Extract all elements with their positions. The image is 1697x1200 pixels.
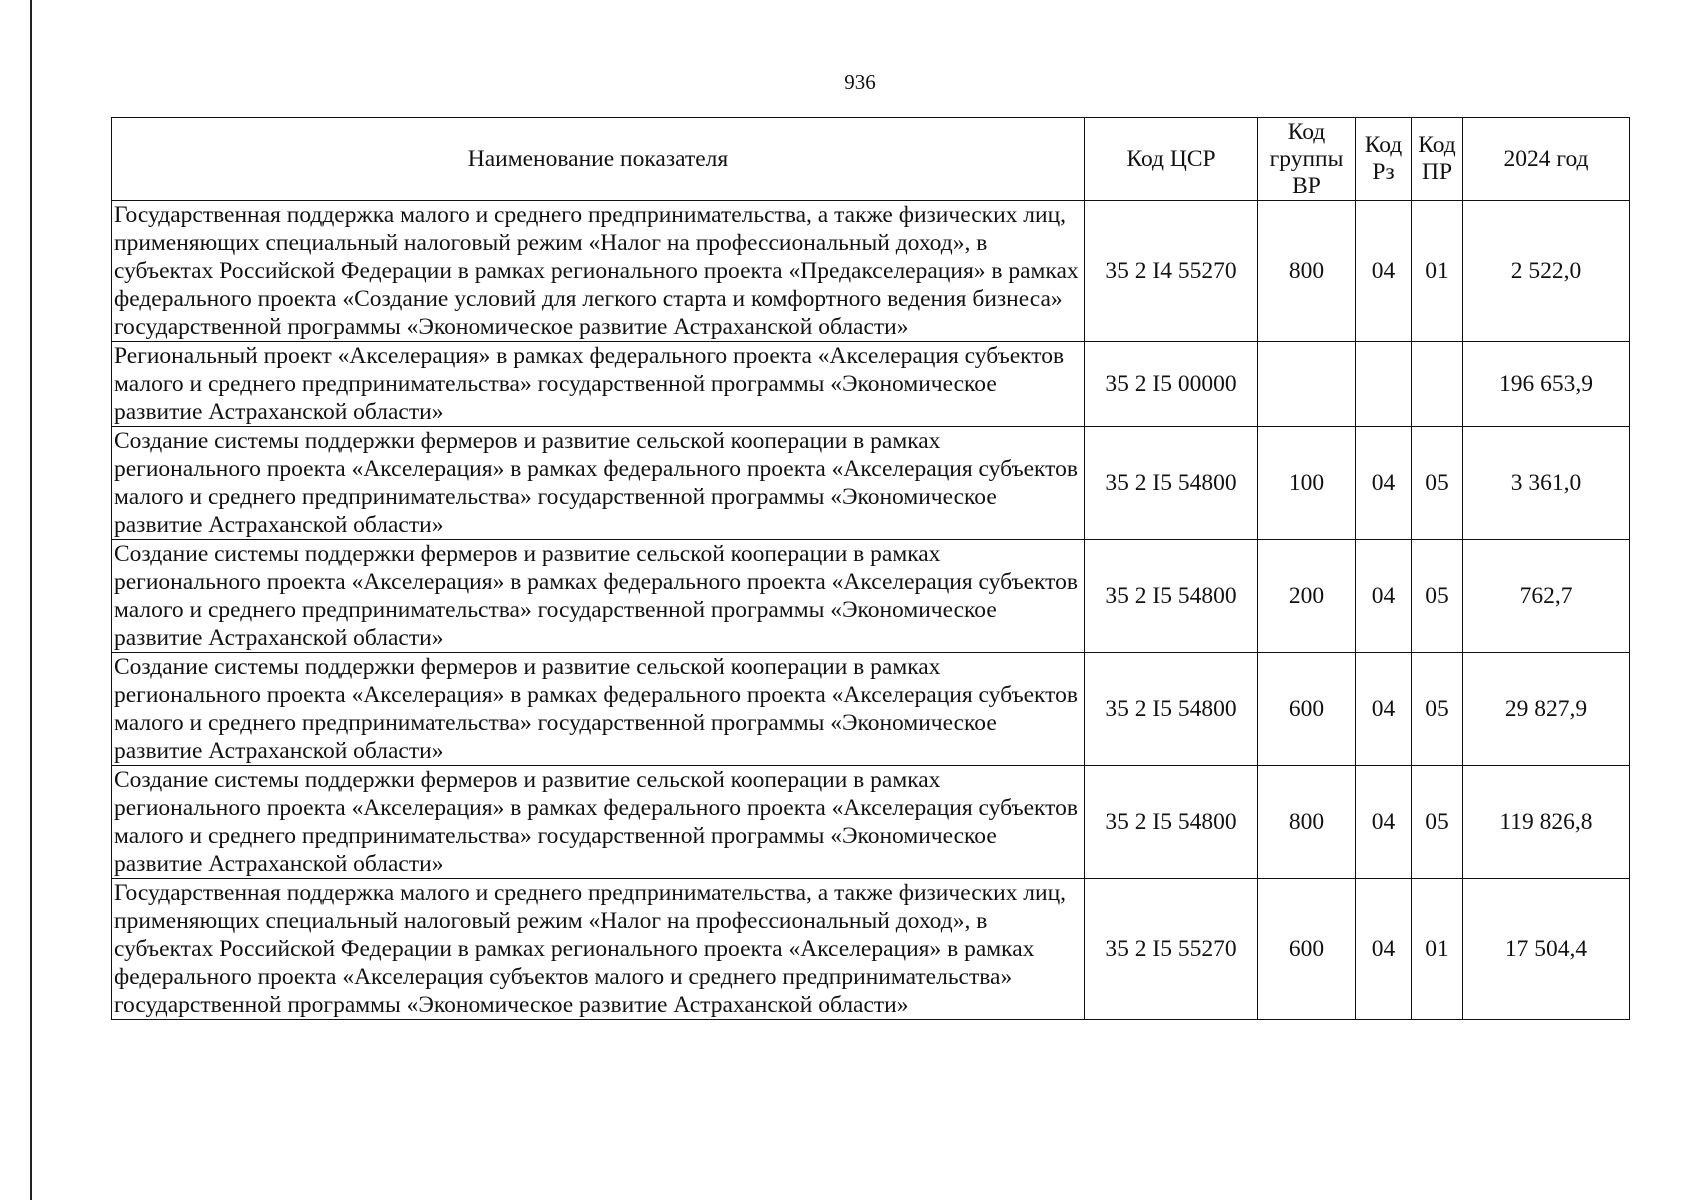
row-vr: 800 bbox=[1258, 201, 1356, 342]
header-rz-line2: Рз bbox=[1372, 159, 1395, 185]
row-amount: 762,7 bbox=[1463, 540, 1630, 653]
header-vr bbox=[1258, 118, 1356, 201]
row-csr: 35 2 I5 00000 bbox=[1085, 342, 1258, 427]
row-rz bbox=[1356, 342, 1412, 427]
table-row bbox=[112, 653, 1630, 766]
row-pr bbox=[1412, 342, 1463, 427]
row-name: Государственная поддержка малого и среднего предпринимательства, а также физических лиц, применяющих специальный налоговый режим «Налог на профессиональный доход», в субъектах Российской Федерации в рамках регионального проекта «Предакселерация» в рамках федерального проекта «Создание условий для легкого старта и комфортного ведения бизнеса» государственной программы «Экономическое развитие Астраханской области» bbox=[112, 201, 1085, 342]
binding-margin-line bbox=[30, 0, 32, 1200]
row-pr: 05 bbox=[1412, 653, 1463, 766]
row-name: Создание системы поддержки фермеров и развитие сельской кооперации в рамках регионального проекта «Акселерация» в рамках федерального проекта «Акселерация субъектов малого и среднего предпринимательства» государственной программы «Экономическое развитие Астраханской области» bbox=[112, 653, 1085, 766]
table-row bbox=[112, 427, 1630, 540]
row-rz: 04 bbox=[1356, 766, 1412, 879]
row-name: Создание системы поддержки фермеров и развитие сельской кооперации в рамках регионального проекта «Акселерация» в рамках федерального проекта «Акселерация субъектов малого и среднего предпринимательства» государственной программы «Экономическое развитие Астраханской области» bbox=[112, 427, 1085, 540]
row-vr: 800 bbox=[1258, 766, 1356, 879]
header-vr-line3: ВР bbox=[1292, 172, 1321, 199]
row-vr: 600 bbox=[1258, 653, 1356, 766]
header-year: 2024 год bbox=[1463, 118, 1630, 201]
header-pr-line1: Код bbox=[1418, 132, 1456, 158]
row-csr: 35 2 I5 54800 bbox=[1085, 427, 1258, 540]
row-csr: 35 2 I5 55270 bbox=[1085, 879, 1258, 1020]
row-rz: 04 bbox=[1356, 879, 1412, 1020]
row-pr: 01 bbox=[1412, 879, 1463, 1020]
budget-table bbox=[111, 117, 1630, 1020]
row-csr: 35 2 I5 54800 bbox=[1085, 766, 1258, 879]
row-rz: 04 bbox=[1356, 540, 1412, 653]
row-pr: 01 bbox=[1412, 201, 1463, 342]
header-rz-line1: Код bbox=[1364, 132, 1403, 158]
row-amount: 29 827,9 bbox=[1463, 653, 1630, 766]
header-pr bbox=[1412, 118, 1463, 201]
table-row bbox=[112, 342, 1630, 427]
row-name: Создание системы поддержки фермеров и развитие сельской кооперации в рамках регионального проекта «Акселерация» в рамках федерального проекта «Акселерация субъектов малого и среднего предпринимательства» государственной программы «Экономическое развитие Астраханской области» bbox=[112, 766, 1085, 879]
row-vr: 200 bbox=[1258, 540, 1356, 653]
row-csr: 35 2 I5 54800 bbox=[1085, 653, 1258, 766]
header-csr: Код ЦСР bbox=[1085, 118, 1258, 201]
row-amount: 17 504,4 bbox=[1463, 879, 1630, 1020]
row-amount: 196 653,9 bbox=[1463, 342, 1630, 427]
row-pr: 05 bbox=[1412, 427, 1463, 540]
row-vr: 100 bbox=[1258, 427, 1356, 540]
row-vr bbox=[1258, 342, 1356, 427]
table-row bbox=[112, 879, 1630, 1020]
table-header-row bbox=[112, 118, 1630, 201]
row-rz: 04 bbox=[1356, 427, 1412, 540]
header-pr-line2: ПР bbox=[1421, 159, 1453, 185]
row-csr: 35 2 I5 54800 bbox=[1085, 540, 1258, 653]
row-rz: 04 bbox=[1356, 201, 1412, 342]
header-vr-line2: группы bbox=[1269, 145, 1344, 172]
table-row bbox=[112, 540, 1630, 653]
row-name: Создание системы поддержки фермеров и развитие сельской кооперации в рамках регионального проекта «Акселерация» в рамках федерального проекта «Акселерация субъектов малого и среднего предпринимательства» государственной программы «Экономическое развитие Астраханской области» bbox=[112, 540, 1085, 653]
header-name: Наименование показателя bbox=[112, 118, 1085, 201]
row-amount: 2 522,0 bbox=[1463, 201, 1630, 342]
table-row bbox=[112, 766, 1630, 879]
header-vr-line1: Код bbox=[1287, 118, 1326, 145]
table-row bbox=[112, 201, 1630, 342]
row-amount: 119 826,8 bbox=[1463, 766, 1630, 879]
page-number: 936 bbox=[844, 70, 876, 94]
row-name: Региональный проект «Акселерация» в рамках федерального проекта «Акселерация субъектов малого и среднего предпринимательства» государственной программы «Экономическое развитие Астраханской области» bbox=[112, 342, 1085, 427]
row-csr: 35 2 I4 55270 bbox=[1085, 201, 1258, 342]
header-rz bbox=[1356, 118, 1412, 201]
row-pr: 05 bbox=[1412, 766, 1463, 879]
row-vr: 600 bbox=[1258, 879, 1356, 1020]
row-name: Государственная поддержка малого и среднего предпринимательства, а также физических лиц, применяющих специальный налоговый режим «Налог на профессиональный доход», в субъектах Российской Федерации в рамках регионального проекта «Акселерация» в рамках федерального проекта «Акселерация субъектов малого и среднего предпринимательства» государственной программы «Экономическое развитие Астраханской области» bbox=[112, 879, 1085, 1020]
row-pr: 05 bbox=[1412, 540, 1463, 653]
row-rz: 04 bbox=[1356, 653, 1412, 766]
row-amount: 3 361,0 bbox=[1463, 427, 1630, 540]
